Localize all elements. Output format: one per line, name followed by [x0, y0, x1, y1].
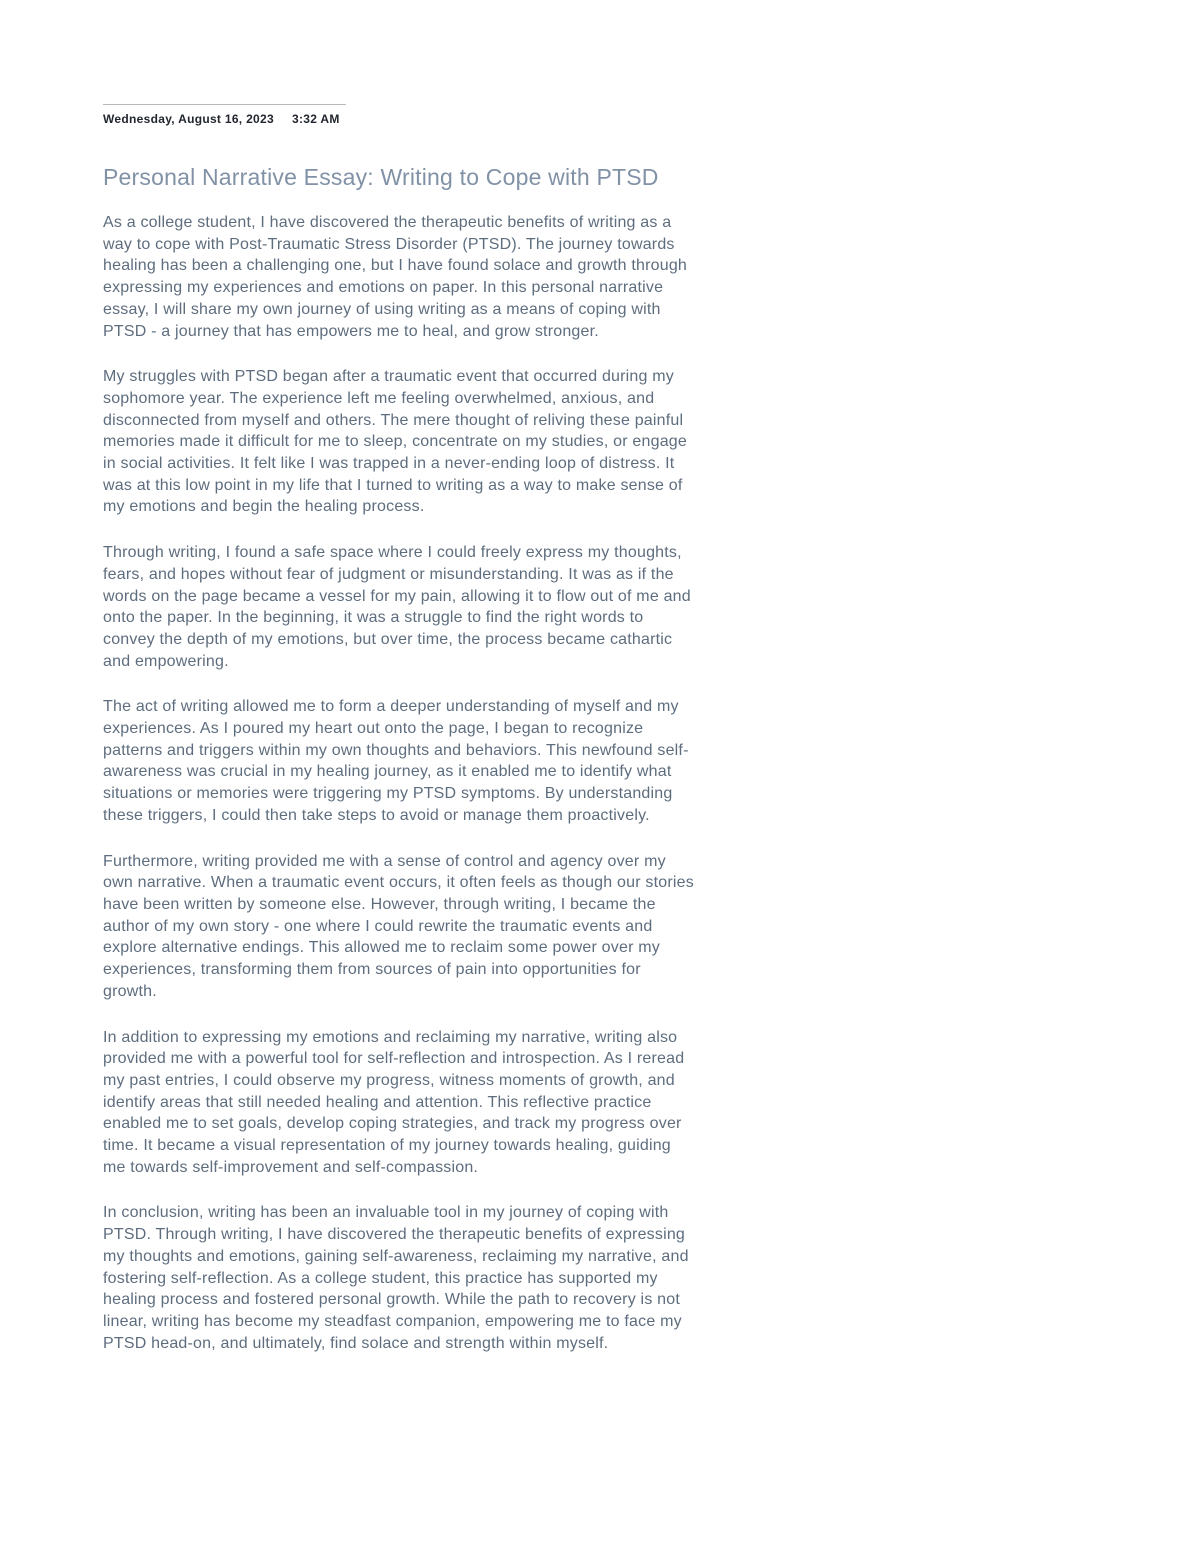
essay-paragraph-reflection: In addition to expressing my emotions and reclaiming my narrative, writing also provided me with a powerful tool for self-reflection and introspection. As I reread my past entries, I could observe my progress, witness moments of growth, and identify areas that still needed healing and attention. This reflective practice enabled me to set goals, develop coping strategies, and track my progress over time. It became a visual representation of my journey towards healing, guiding me towards self-improvement and self-compassion.: [103, 1028, 685, 1176]
date-text: Wednesday, August 16, 2023: [103, 112, 274, 126]
essay-paragraph-understanding: The act of writing allowed me to form a deeper understanding of myself and my experiences. As I poured my heart out onto the page, I began to recognize patterns and triggers within my own thoughts and behaviors. This newfound self-awareness was crucial in my healing journey, as it enabled me to identify what situations or memories were triggering my PTSD symptoms. By understanding these triggers, I could then take steps to avoid or manage them proactively.: [103, 698, 689, 824]
note-content: [103, 104, 763, 1378]
essay-paragraph-intro: As a college student, I have discovered the therapeutic benefits of writing as a way to cope with Post-Traumatic Stress Disorder (PTSD). The journey towards healing has been a challenging one, but I have found solace and growth through expressing my experiences and emotions on paper. In this personal narrative essay, I will share my own journey of using writing as a means of coping with PTSD - a journey that has empowers me to heal, and grow stronger.: [103, 214, 688, 340]
essay-body: [103, 212, 763, 1354]
time-text: 3:32 AM: [291, 112, 340, 126]
essay-paragraph-struggles: My struggles with PTSD began after a traumatic event that occurred during my sophomore year. The experience left me feeling overwhelmed, anxious, and disconnected from myself and others. The mere thought of reliving these painful memories made it difficult for me to sleep, concentrate on my studies, or engage in social activities. It felt like I was trapped in a never-ending loop of distress. It was at this low point in my life that I turned to writing as a way to make sense of my emotions and begin the healing process.: [103, 368, 687, 516]
page-title: Personal Narrative Essay: Writing to Cope with PTSD: [103, 164, 659, 190]
essay-paragraph-safe-space: Through writing, I found a safe space where I could freely express my thoughts, fears, and hopes without fear of judgment or misunderstanding. It was as if the words on the page became a vessel for my pain, allowing it to flow out of me and onto the paper. In the beginning, it was a struggle to find the right words to convey the depth of my emotions, but over time, the process became cathartic and empowering.: [103, 544, 691, 670]
essay-paragraph-control: Furthermore, writing provided me with a sense of control and agency over my own narrative. When a traumatic event occurs, it often feels as though our stories have been written by someone else. However, through writing, I became the author of my own story - one where I could rewrite the traumatic events and explore alternative endings. This allowed me to reclaim some power over my experiences, transforming them from sources of pain into opportunities for growth.: [103, 852, 694, 1000]
header-divider: [103, 104, 346, 105]
essay-paragraph-conclusion: In conclusion, writing has been an invaluable tool in my journey of coping with PTSD. Through writing, I have discovered the therapeutic benefits of expressing my thoughts and emotions, gaining self-awareness, reclaiming my narrative, and fostering self-reflection. As a college student, this practice has supported my healing process and fostered personal growth. While the path to recovery is not linear, writing has become my steadfast companion, empowering me to face my PTSD head-on, and ultimately, find solace and strength within myself.: [103, 1204, 689, 1352]
date-line: [103, 112, 763, 126]
